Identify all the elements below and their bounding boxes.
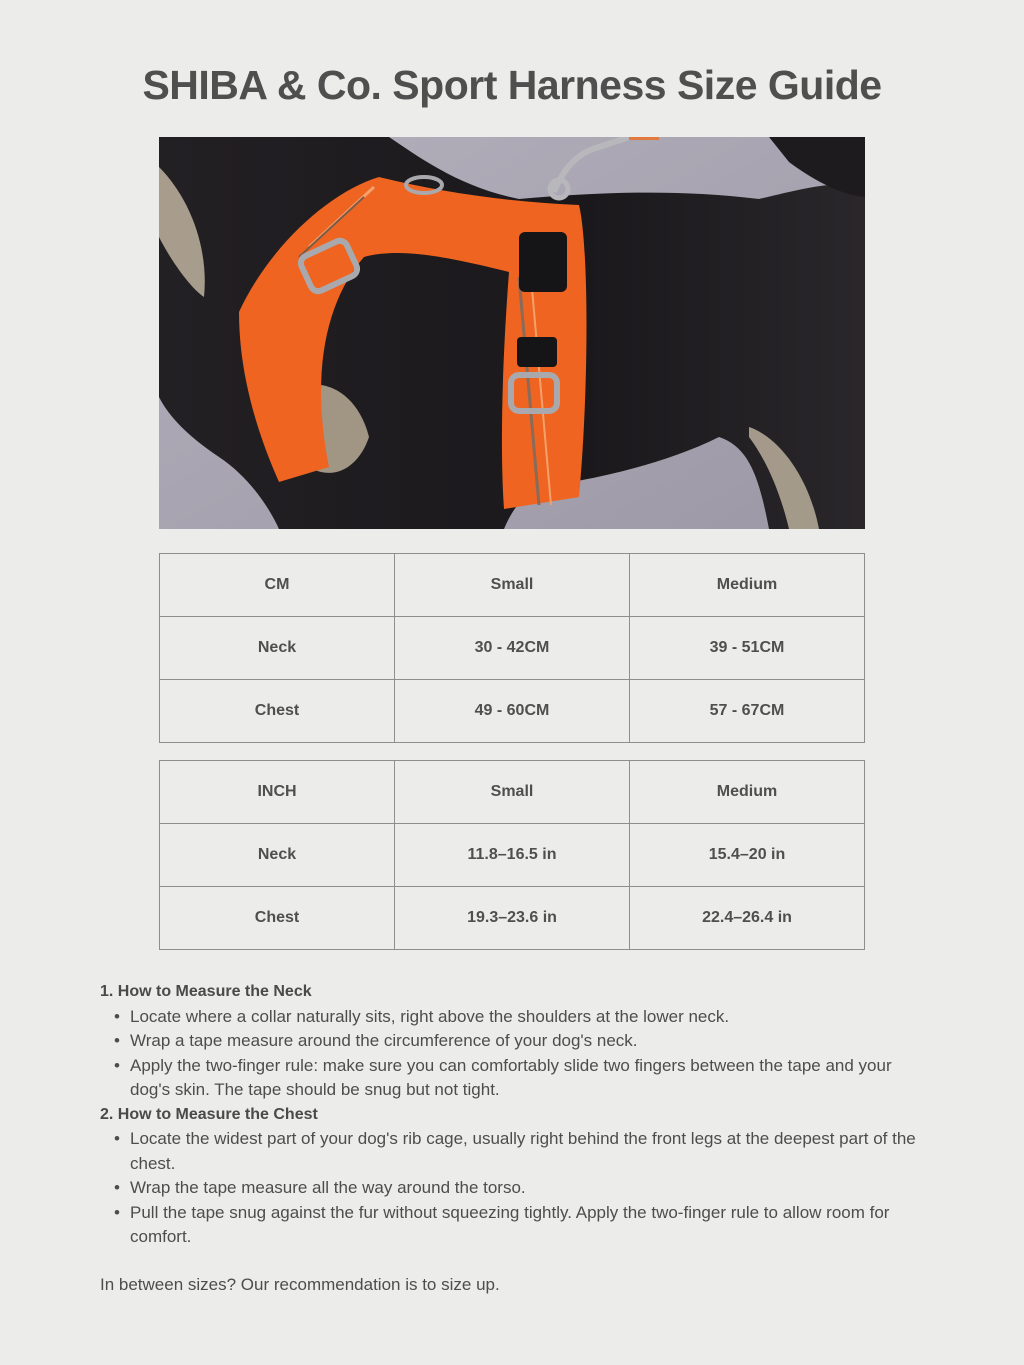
table-header-cell: Medium [630, 761, 865, 824]
table-row [160, 680, 865, 743]
table-cell: 15.4–20 in [630, 824, 865, 887]
page-title: SHIBA & Co. Sport Harness Size Guide [142, 62, 882, 108]
chest-section-heading: 2. How to Measure the Chest [100, 1105, 318, 1123]
chest-instructions-list [100, 1127, 930, 1250]
table-header-cell: INCH [160, 761, 395, 824]
list-item: • Locate where a collar naturally sits, right above the shoulders at the lower neck. [130, 1005, 930, 1030]
harness-buckle [519, 232, 567, 292]
table-row [160, 617, 865, 680]
table-header-row [160, 761, 865, 824]
list-item: • Wrap the tape measure all the way around the torso. [130, 1176, 930, 1201]
table-cell: 19.3–23.6 in [395, 887, 630, 950]
table-cell: Chest [160, 680, 395, 743]
table-cell: Neck [160, 824, 395, 887]
table-cell: 11.8–16.5 in [395, 824, 630, 887]
table-header-cell: Medium [630, 554, 865, 617]
table-cell: 39 - 51CM [630, 617, 865, 680]
table-header-row [160, 554, 865, 617]
table-cell: Neck [160, 617, 395, 680]
table-header-cell: Small [395, 554, 630, 617]
table-header-cell: CM [160, 554, 395, 617]
measuring-instructions [100, 980, 930, 1250]
table-cell: 57 - 67CM [630, 680, 865, 743]
size-up-recommendation: In between sizes? Our recommendation is to size up. [100, 1275, 500, 1294]
list-item: • Locate the widest part of your dog's rib cage, usually right behind the front legs at the deepest part of the chest. [130, 1127, 930, 1176]
table-cell: 22.4–26.4 in [630, 887, 865, 950]
table-row [160, 824, 865, 887]
list-item: • Wrap a tape measure around the circumference of your dog's neck. [130, 1029, 930, 1054]
table-cell: 49 - 60CM [395, 680, 630, 743]
neck-section-heading: 1. How to Measure the Neck [100, 983, 312, 1000]
size-table-cm [159, 553, 865, 743]
table-header-cell: Small [395, 761, 630, 824]
dog-harness-illustration [159, 137, 865, 529]
dog-harness-photo [159, 137, 865, 529]
size-table-inch [159, 760, 865, 950]
table-row [160, 887, 865, 950]
table-cell: 30 - 42CM [395, 617, 630, 680]
list-item: • Pull the tape snug against the fur without squeezing tightly. Apply the two-finger rule to allow room for comfort. [130, 1201, 930, 1250]
neck-instructions-list [100, 1005, 930, 1103]
list-item: • Apply the two-finger rule: make sure you can comfortably slide two fingers between the tape and your dog's skin. The tape should be snug but not tight. [130, 1054, 930, 1103]
table-cell: Chest [160, 887, 395, 950]
